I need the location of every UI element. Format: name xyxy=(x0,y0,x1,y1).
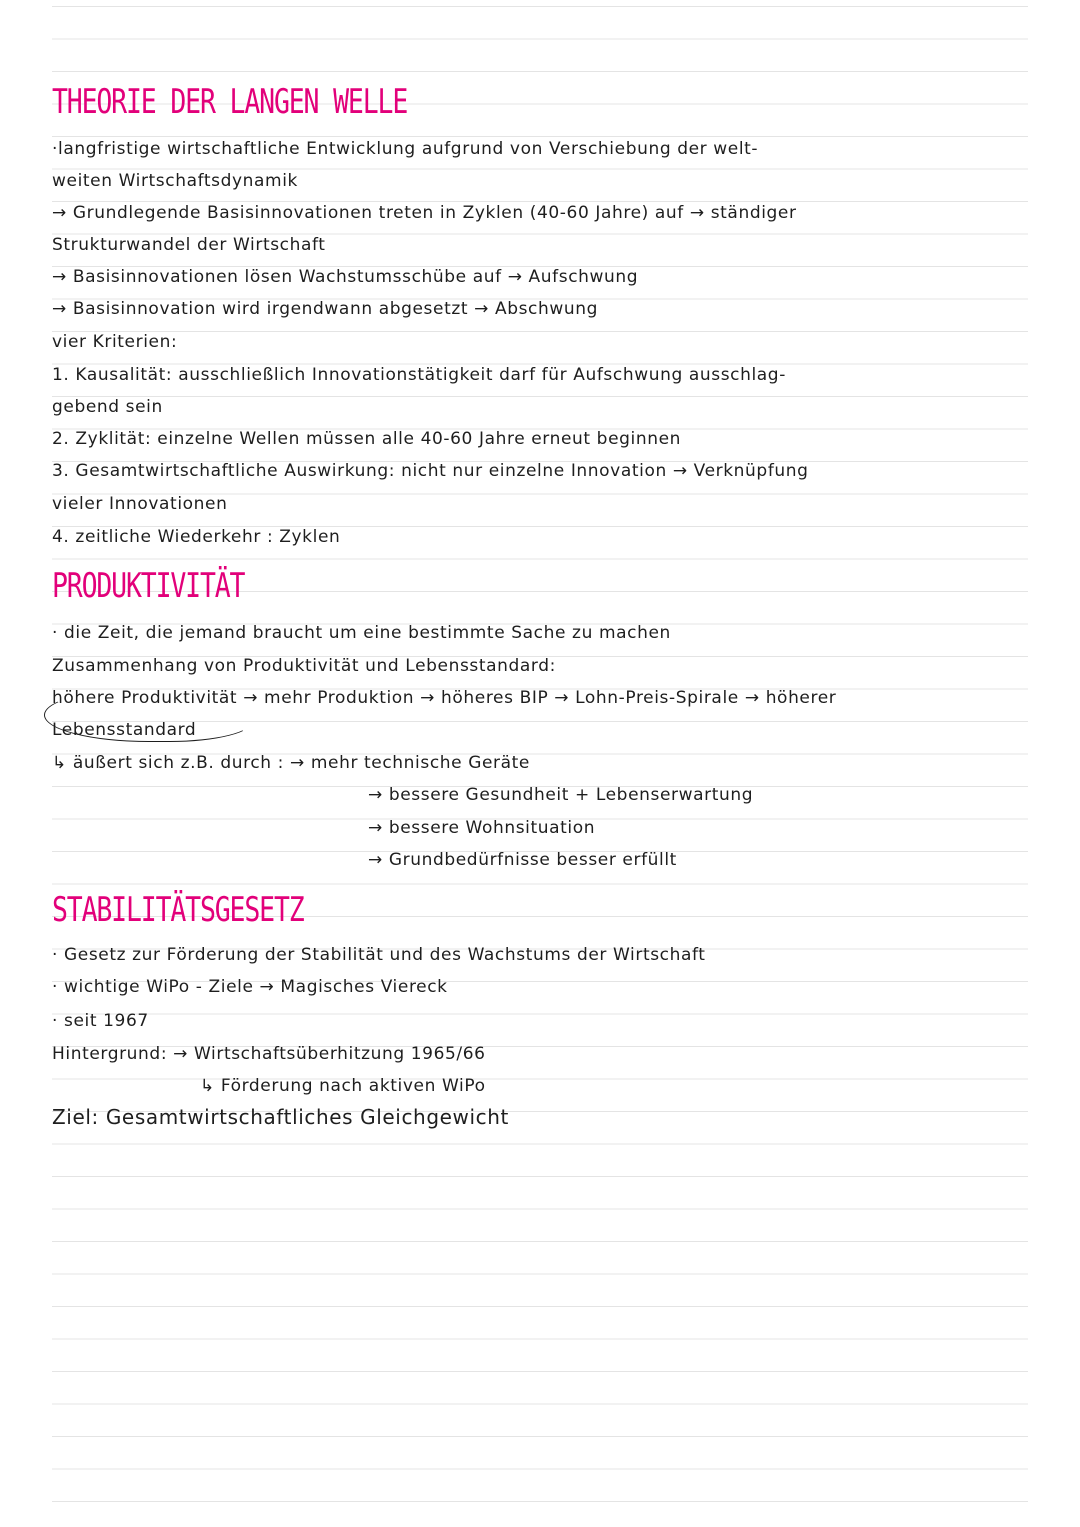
text-line: → bessere Gesundheit + Lebenserwartung xyxy=(368,785,754,805)
text-line: Lebensstandard xyxy=(52,720,197,740)
text-line: höhere Produktivität → mehr Produktion → höheres BIP → Lohn-Preis-Spirale → höherer xyxy=(52,688,837,708)
text-line: weiten Wirtschaftsdynamik xyxy=(52,171,298,191)
text-line: → bessere Wohnsituation xyxy=(368,818,596,838)
text-line: · die Zeit, die jemand braucht um eine bestimmte Sache zu machen xyxy=(52,623,671,643)
text-line: · wichtige WiPo - Ziele → Magisches Viereck xyxy=(52,977,448,997)
text-line: → Grundlegende Basisinnovationen treten in Zyklen (40-60 Jahre) auf → ständiger xyxy=(52,203,797,223)
text-line: vieler Innovationen xyxy=(52,494,228,514)
text-line: → Basisinnovationen lösen Wachstumsschübe auf → Aufschwung xyxy=(52,267,639,287)
text-line: vier Kriterien: xyxy=(52,332,178,352)
text-line: ·langfristige wirtschaftliche Entwicklung aufgrund von Verschiebung der welt- xyxy=(52,139,759,159)
text-line: 4. zeitliche Wiederkehr : Zyklen xyxy=(52,527,341,547)
text-line: Zusammenhang von Produktivität und Lebensstandard: xyxy=(52,656,556,676)
heading-stabilitaetsgesetz: STABILITÄTSGESETZ xyxy=(52,890,304,930)
margin-left xyxy=(0,0,52,1527)
heading-produktivitaet: PRODUKTIVITÄT xyxy=(52,566,245,606)
text-line: 3. Gesamtwirtschaftliche Auswirkung: nicht nur einzelne Innovation → Verknüpfung xyxy=(52,461,809,481)
text-line: ↳ äußert sich z.B. durch : → mehr technische Geräte xyxy=(52,753,530,773)
hand-drawn-bracket xyxy=(44,688,254,742)
heading-langen-welle: THEORIE DER LANGEN WELLE xyxy=(52,82,408,122)
text-line: · seit 1967 xyxy=(52,1011,149,1031)
text-line: 1. Kausalität: ausschließlich Innovationstätigkeit darf für Aufschwung ausschlag- xyxy=(52,365,786,385)
text-line: · Gesetz zur Förderung der Stabilität und des Wachstums der Wirtschaft xyxy=(52,945,706,965)
text-line: Strukturwandel der Wirtschaft xyxy=(52,235,326,255)
text-line: gebend sein xyxy=(52,397,163,417)
text-line: → Basisinnovation wird irgendwann abgesetzt → Abschwung xyxy=(52,299,599,319)
text-line: → Grundbedürfnisse besser erfüllt xyxy=(368,850,677,870)
text-line: ↳ Förderung nach aktiven WiPo xyxy=(200,1076,486,1096)
text-line: Hintergrund: → Wirtschaftsüberhitzung 1965/66 xyxy=(52,1044,486,1064)
text-line: 2. Zyklität: einzelne Wellen müssen alle 40-60 Jahre erneut beginnen xyxy=(52,429,682,449)
text-line: Ziel: Gesamtwirtschaftliches Gleichgewicht xyxy=(52,1105,509,1129)
